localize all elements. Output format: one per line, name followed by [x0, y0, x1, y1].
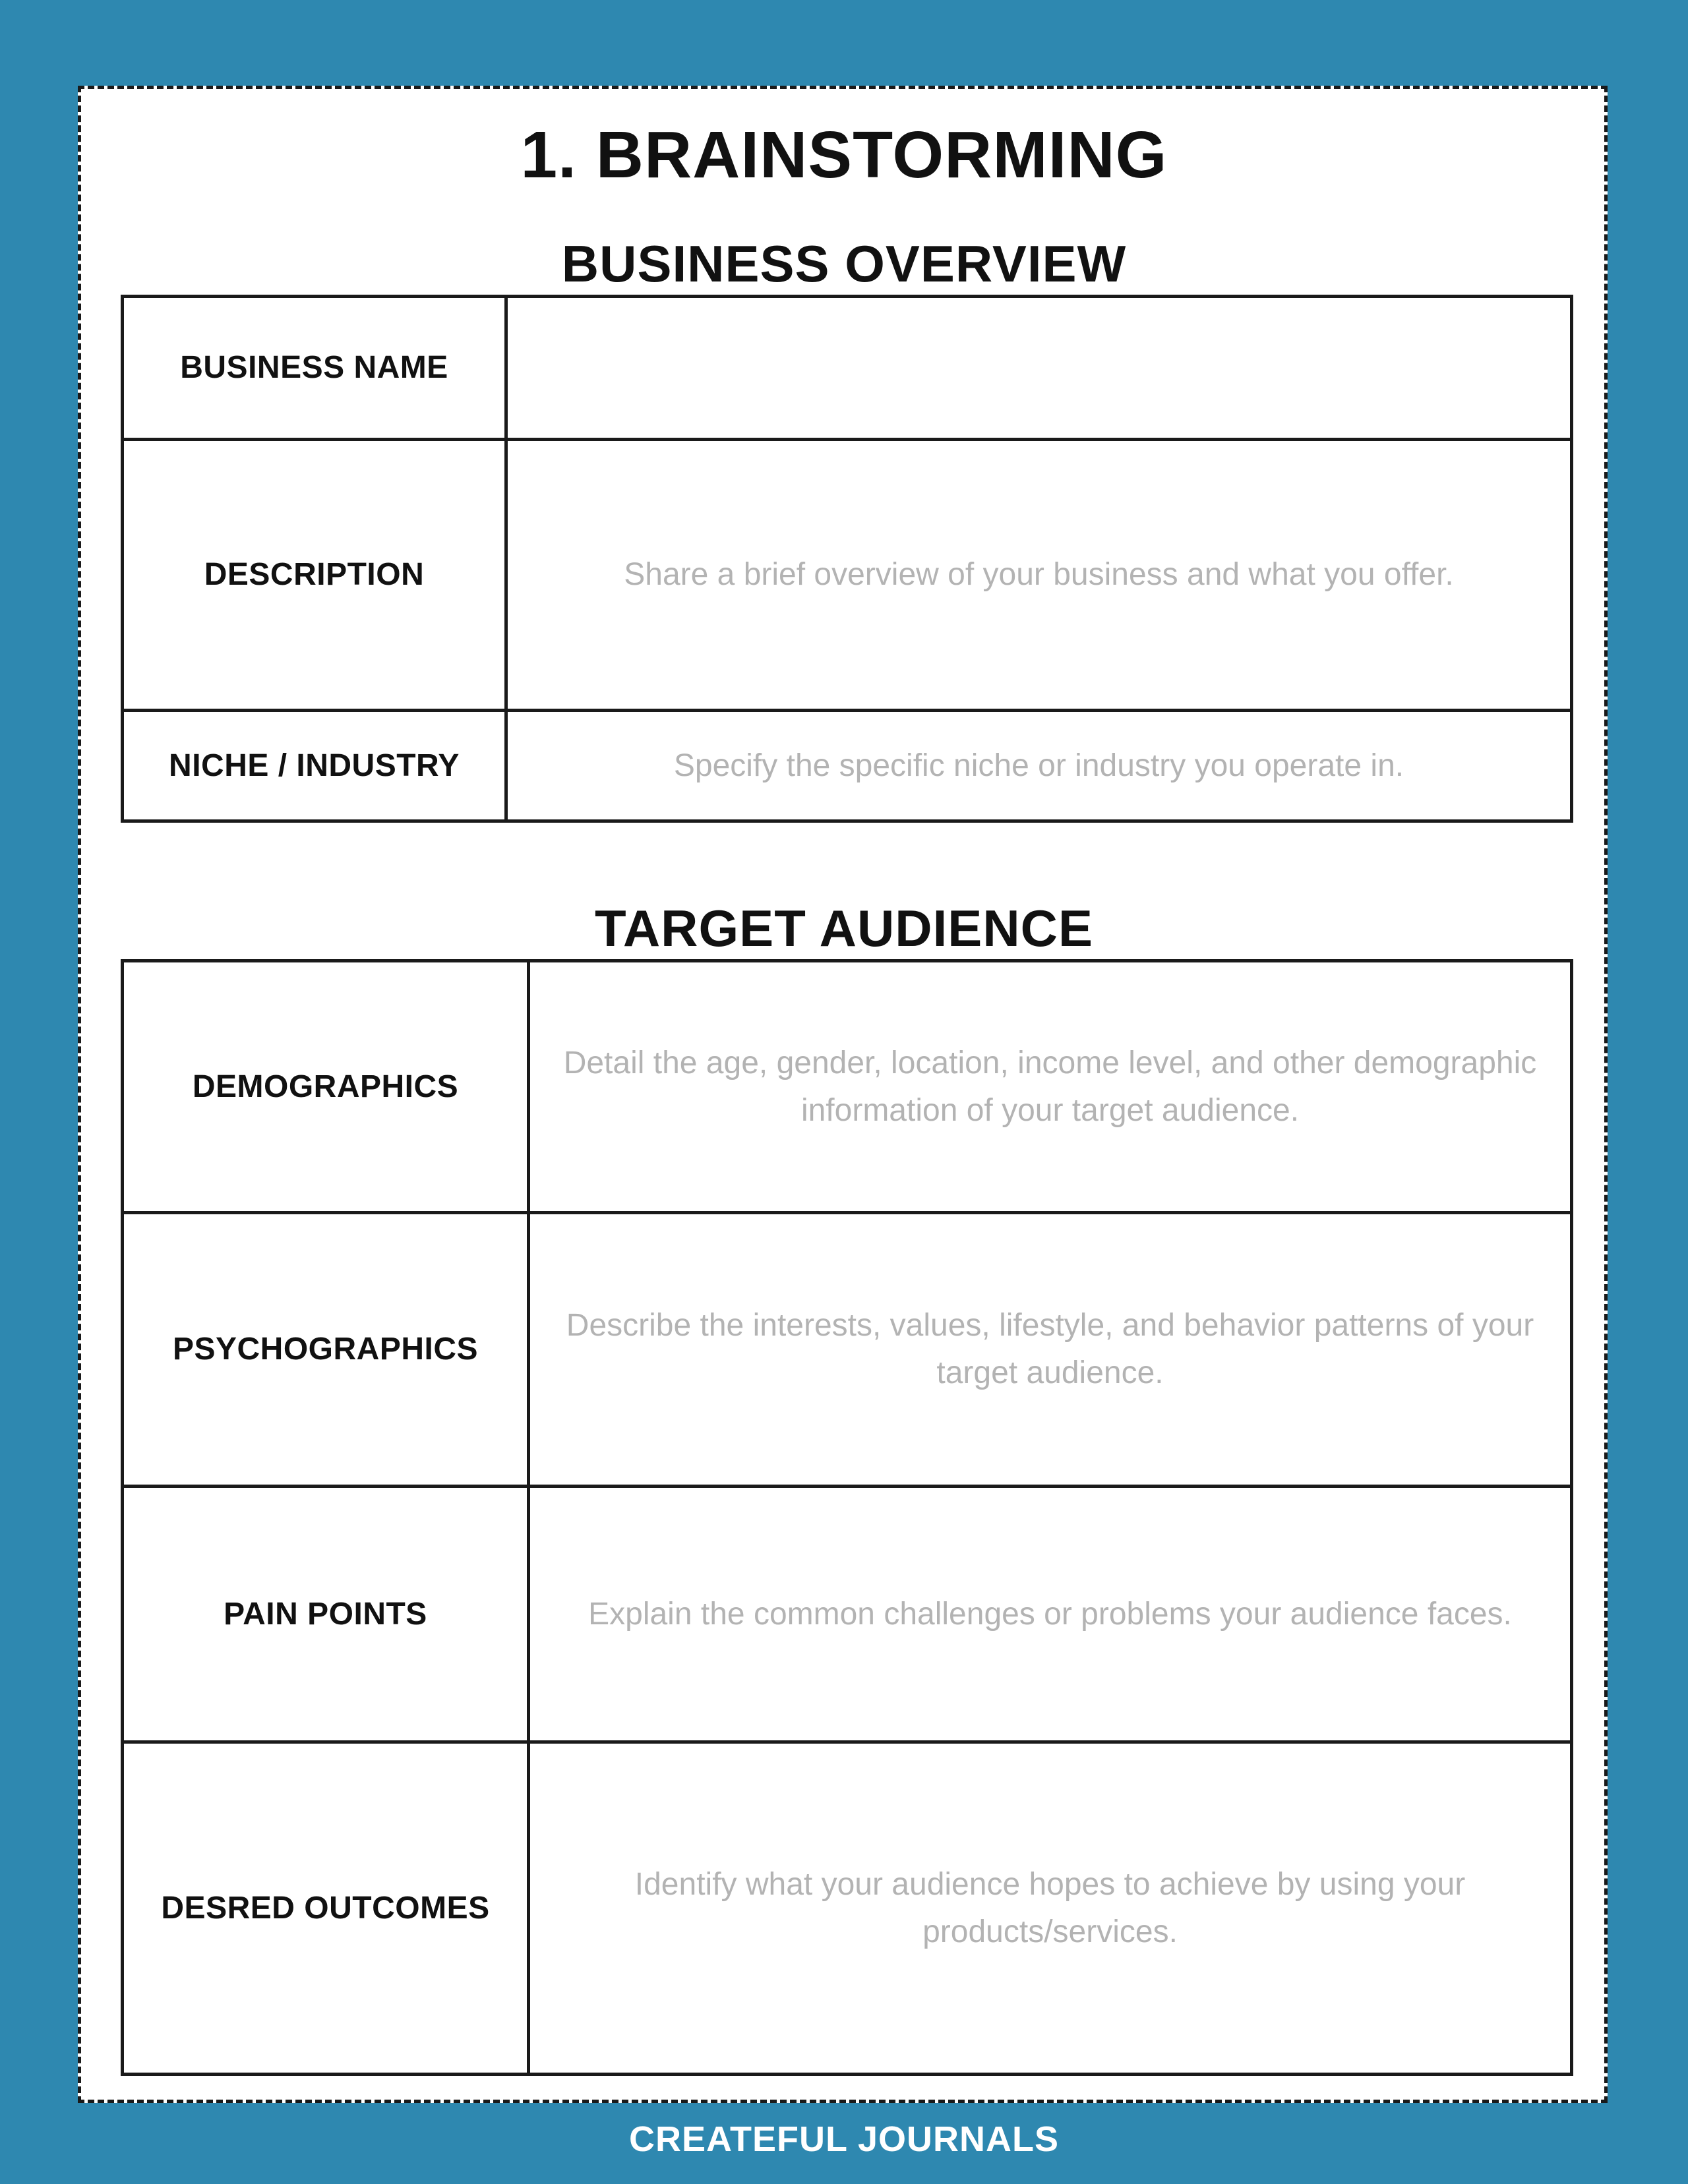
psychographics-field[interactable] — [529, 1213, 1572, 1487]
demographics-label — [123, 961, 529, 1213]
business-name-field[interactable] — [506, 297, 1572, 440]
psychographics-label — [123, 1213, 529, 1487]
desired-outcomes-field[interactable] — [529, 1742, 1572, 2075]
table-row — [123, 711, 1572, 821]
footer-brand: CREATEFUL JOURNALS — [628, 2119, 1060, 2159]
page-title: 1. BRAINSTORMING — [520, 118, 1168, 192]
row-label: DESRED OUTCOMES — [161, 1890, 490, 1926]
business-overview-table — [121, 295, 1573, 823]
target-audience-heading: TARGET AUDIENCE — [595, 899, 1093, 957]
table-row — [123, 440, 1572, 711]
row-hint: Describe the interests, values, lifestyle, and behavior patterns of your target audience. — [566, 1308, 1534, 1390]
pain-points-label — [123, 1487, 529, 1742]
row-label: DEMOGRAPHICS — [192, 1069, 459, 1104]
desired-outcomes-label — [123, 1742, 529, 2075]
niche-industry-field[interactable] — [506, 711, 1572, 821]
row-label: BUSINESS NAME — [180, 350, 448, 385]
row-hint: Detail the age, gender, location, income level, and other demographic information of your target audience. — [563, 1045, 1537, 1128]
row-label: PSYCHOGRAPHICS — [172, 1332, 479, 1367]
business-overview-heading: BUSINESS OVERVIEW — [561, 235, 1127, 293]
table-row — [123, 1487, 1572, 1742]
row-label: PAIN POINTS — [224, 1596, 427, 1632]
row-label: NICHE / INDUSTRY — [169, 748, 460, 783]
business-name-label — [123, 297, 506, 440]
table-row — [123, 297, 1572, 440]
row-hint: Share a brief overview of your business and what you offer. — [624, 557, 1454, 592]
description-field[interactable] — [506, 440, 1572, 711]
row-hint: Explain the common challenges or problems your audience faces. — [588, 1596, 1512, 1632]
table-row — [123, 1213, 1572, 1487]
target-audience-table — [121, 959, 1573, 2076]
row-label: DESCRIPTION — [204, 557, 425, 592]
pain-points-field[interactable] — [529, 1487, 1572, 1742]
demographics-field[interactable] — [529, 961, 1572, 1213]
table-row — [123, 961, 1572, 1213]
row-hint: Specify the specific niche or industry you operate in. — [673, 748, 1404, 783]
description-label — [123, 440, 506, 711]
table-row — [123, 1742, 1572, 2075]
niche-industry-label — [123, 711, 506, 821]
row-hint: Identify what your audience hopes to achieve by using your products/services. — [634, 1866, 1466, 1949]
